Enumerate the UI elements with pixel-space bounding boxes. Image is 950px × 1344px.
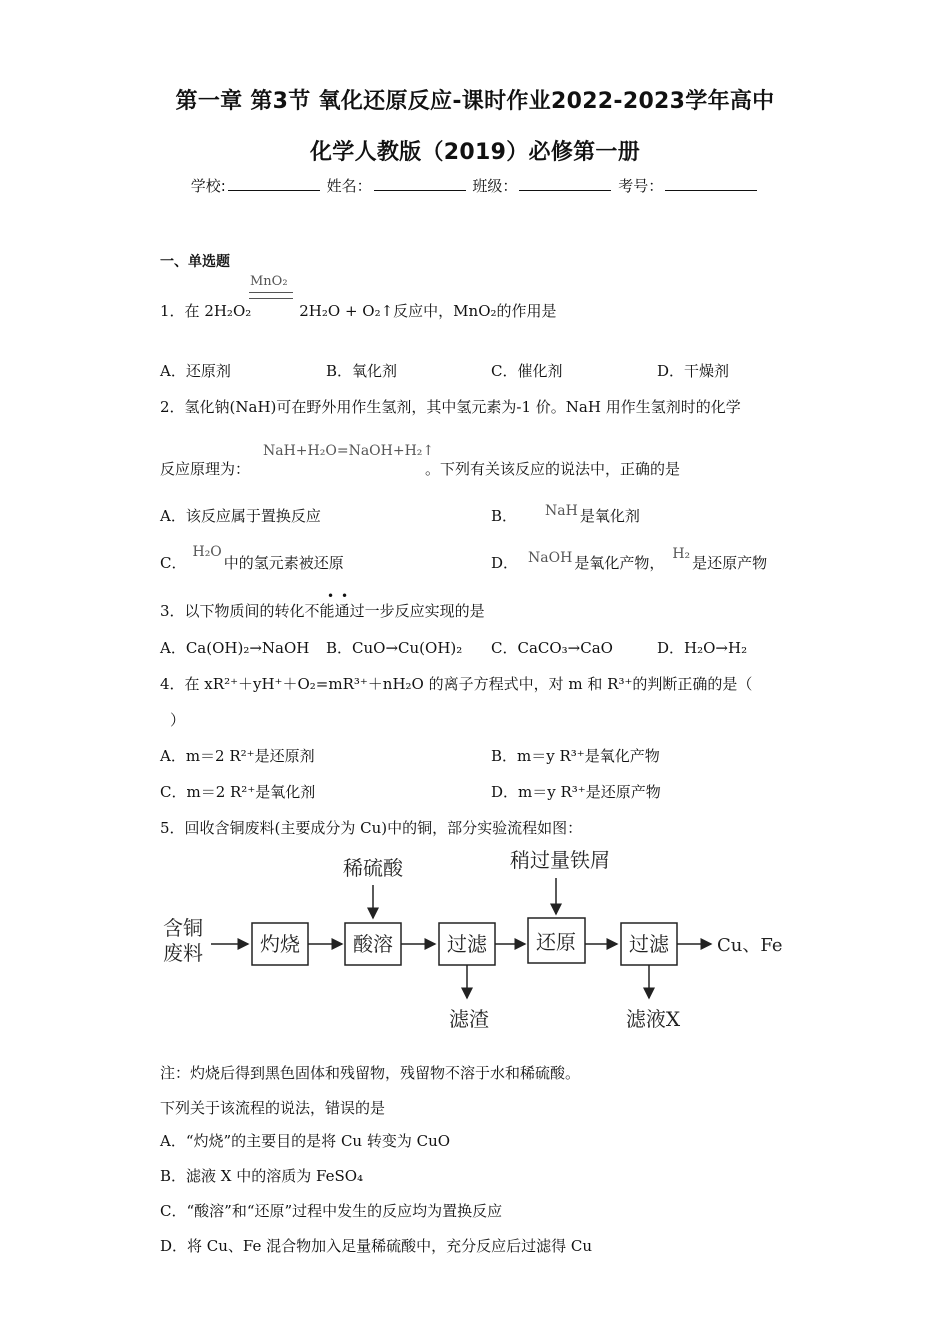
page-title-line2: 化学人教版（2019）必修第一册 [309, 140, 641, 165]
emphasis-dot-2: • [341, 589, 349, 603]
q3-stem-emph: 不能 [304, 602, 335, 620]
class-label: 班级： [472, 177, 518, 195]
q3-option-d[interactable]: D．H₂O→H₂ [657, 639, 748, 657]
q1-option-d[interactable]: D．干燥剂 [657, 362, 730, 380]
flow-start-line2: 废料 [163, 941, 203, 965]
q2-stem-line1: 2．氢化钠(NaH)可在野外用作生氢剂，其中氢元素为-1 价。NaH 用作生氢剂时的化学 [160, 398, 741, 416]
name-label: 姓名： [326, 177, 372, 195]
q1-stem-post: 2H₂O + O₂↑反应中，MnO₂的作用是 [299, 302, 557, 320]
q4-option-a[interactable]: A．m＝2 R²⁺是还原剂 [160, 747, 315, 765]
q2-option-b-letter: B． [491, 507, 518, 525]
q2-option-c-text: 中的氢元素被还原 [223, 554, 344, 572]
q3-option-c[interactable]: C．CaCO₃→CaO [491, 639, 613, 657]
q2-option-b[interactable] [491, 505, 640, 526]
q5-option-d[interactable]: D．将 Cu、Fe 混合物加入足量稀硫酸中，充分反应后过滤得 Cu [160, 1237, 593, 1255]
q4-option-d[interactable]: D．m＝y R³⁺是还原产物 [491, 783, 661, 801]
q1-h2o2: 2H₂O₂ [204, 302, 252, 320]
name-blank[interactable] [374, 176, 466, 191]
q2-option-d-text: 是还原产物 [692, 554, 768, 572]
section-title: 一、单选题 [160, 254, 230, 270]
q3-stem-post: 通过一步反应实现的是 [334, 602, 485, 620]
class-blank[interactable] [519, 176, 611, 191]
q2-stem-line2-pre: 反应原理为： [160, 460, 251, 478]
q1-equal-sign [249, 292, 293, 299]
q2-option-b-text: 是氧化剂 [579, 507, 640, 525]
q3-option-a[interactable]: A．Ca(OH)₂→NaOH [160, 639, 310, 657]
flow-step-roast: 灼烧 [260, 932, 300, 956]
q4-option-c[interactable]: C．m＝2 R²⁺是氧化剂 [160, 783, 316, 801]
q2-option-c-h2o: H₂O [192, 544, 222, 560]
flow-step-filter2: 过滤 [629, 932, 669, 956]
q1-option-a[interactable]: A．还原剂 [160, 362, 231, 380]
q1-stem-prefix: 1．在 [160, 302, 205, 320]
flow-out-filtrate: 滤液X [625, 1007, 681, 1031]
q5-stem: 5．回收含铜废料(主要成分为 Cu)中的铜，部分实验流程如图： [160, 819, 583, 837]
q2-option-d-letter: D． [491, 554, 519, 572]
q2-option-d-mid: 是氧化产物， [574, 554, 665, 572]
exam-no-blank[interactable] [665, 176, 757, 191]
q1-option-b[interactable]: B．氧化剂 [326, 362, 398, 380]
flow-diagram [155, 840, 795, 1040]
flow-reagent-acid: 稀硫酸 [343, 856, 403, 880]
q4-option-b[interactable]: B．m＝y R³⁺是氧化产物 [491, 747, 660, 765]
q1-stem [160, 300, 557, 321]
q5-note: 注：灼烧后得到黑色固体和残留物，残留物不溶于水和稀硫酸。 [160, 1064, 581, 1082]
q2-option-d[interactable] [491, 546, 768, 573]
school-label: 学校: [190, 177, 226, 195]
page-title-line1: 第一章 第3节 氧化还原反应-课时作业2022-2023学年高中 [175, 89, 775, 114]
q5-option-a[interactable]: A．“灼烧”的主要目的是将 Cu 转变为 CuO [160, 1132, 451, 1150]
q2-option-c-letter: C． [160, 554, 187, 572]
q2-stem-line2-post: 。下列有关该反应的说法中，正确的是 [425, 460, 681, 478]
flow-start-line1: 含铜 [163, 916, 203, 940]
q4-stem-line1: 4．在 xR²⁺＋yH⁺＋O₂=mR³⁺＋nH₂O 的离子方程式中，对 m 和 R³⁺的判断正确的是（ [160, 675, 753, 693]
flow-out-residue: 滤渣 [449, 1007, 489, 1031]
exam-no-label: 考号： [618, 177, 664, 195]
flow-step-dissolve: 酸溶 [353, 932, 393, 956]
q3-stem [160, 600, 485, 621]
flow-reagent-iron: 稍过量铁屑 [510, 848, 610, 872]
q4-stem-line2: ） [170, 711, 186, 729]
q2-option-b-nah: NaH [545, 503, 578, 519]
q2-option-d-h2: H₂ [672, 546, 691, 562]
q1-option-c[interactable]: C．催化剂 [491, 362, 563, 380]
flow-step-reduce: 还原 [536, 930, 576, 954]
flow-product: Cu、Fe [717, 935, 783, 956]
emphasis-dot-1: • [327, 589, 335, 603]
q2-option-a[interactable]: A．该反应属于置换反应 [160, 507, 321, 525]
q1-catalyst-label: MnO₂ [250, 274, 288, 289]
school-blank[interactable] [228, 176, 320, 191]
q5-question: 下列关于该流程的说法，错误的是 [160, 1099, 386, 1117]
q2-option-d-naoh: NaOH [528, 550, 573, 566]
q2-equation: NaH+H₂O=NaOH+H₂↑ [263, 443, 435, 459]
q2-stem-line2 [160, 458, 680, 479]
q5-option-b[interactable]: B．滤液 X 中的溶质为 FeSO₄ [160, 1167, 364, 1185]
q5-option-c[interactable]: C．“酸溶”和“还原”过程中发生的反应均为置换反应 [160, 1202, 503, 1220]
q2-option-c[interactable] [160, 544, 344, 573]
flow-step-filter1: 过滤 [447, 932, 487, 956]
student-info-line [0, 175, 950, 196]
q3-stem-pre: 3．以下物质间的转化 [160, 602, 305, 620]
q3-option-b[interactable]: B．CuO→Cu(OH)₂ [326, 639, 463, 657]
